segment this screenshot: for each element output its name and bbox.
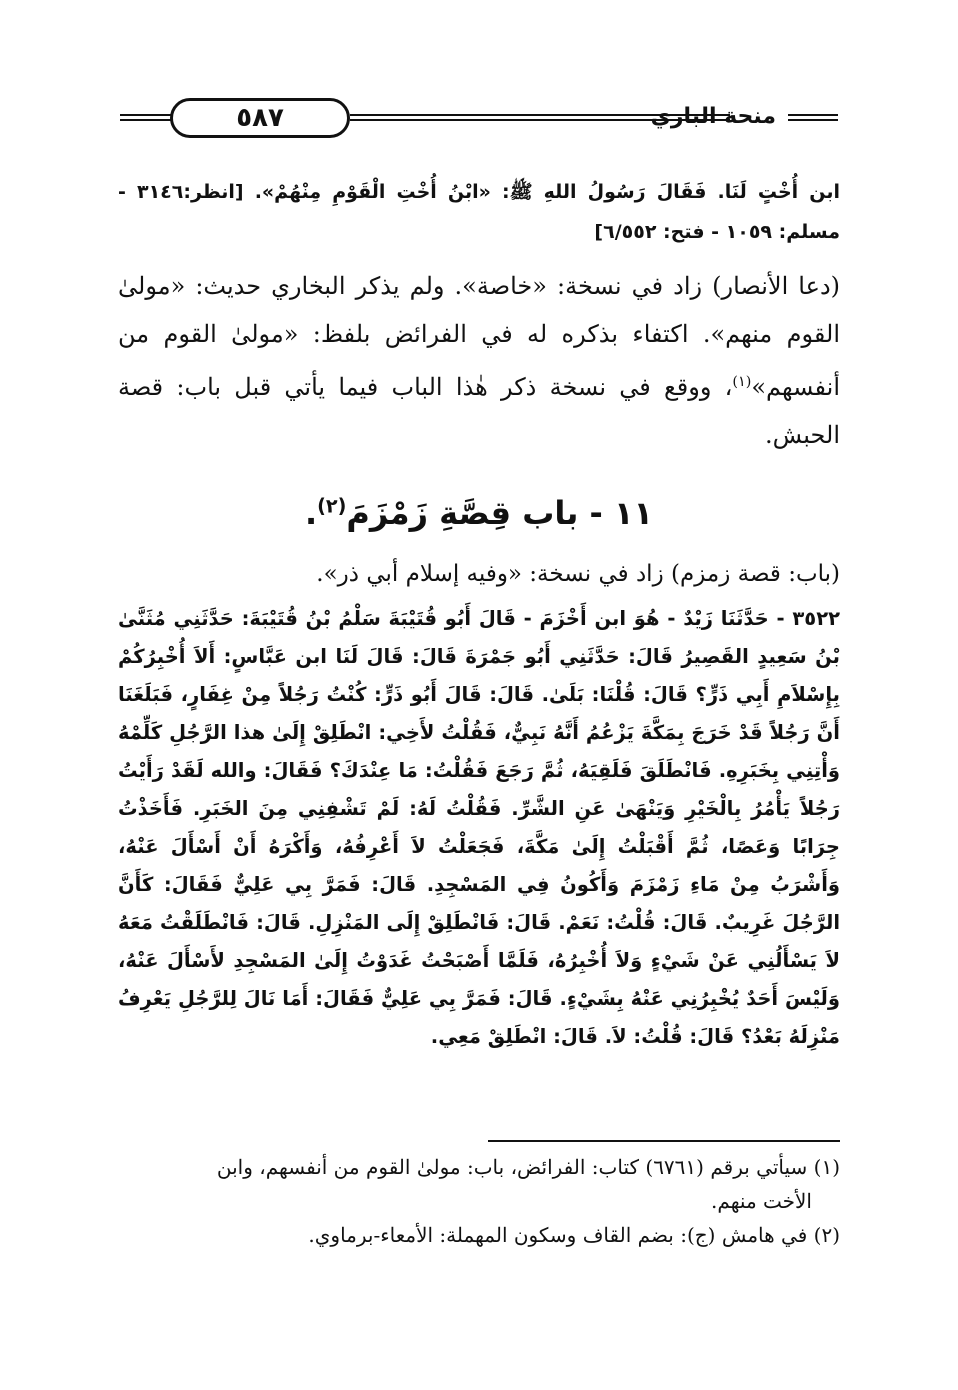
footnotes [118,1150,840,1252]
footnote-1-continuation: الأخت منهم. [711,1189,812,1213]
section-title-period: . [304,494,318,532]
commentary-paragraph [118,262,840,459]
commentary-text-b: ، ووقع في نسخة ذكر هٰذا الباب فيما يأتي قبل باب: قصة الحبش. [118,373,840,449]
commentary-text-a: (دعا الأنصار) زاد في نسخة: «خاصة». ولم يذكر البخاري حديث: «مولىٰ القوم منهم». اكتفاء بذكره له في الفرائض بلفظ: «مولىٰ القوم من أنفسهم» [118,272,840,401]
footnote-separator [488,1140,840,1142]
running-header [120,94,838,142]
footnote-1: (١) سيأتي برقم (٦٧٦١) كتاب: الفرائض، باب: مولىٰ القوم من أنفسهم، وابن [216,1155,840,1179]
hadith-3522-paragraph: ٣٥٢٢ - حَدَّثَنَا زَيْدٌ - هُوَ ابن أَخْزَمَ - قَالَ أَبُو قُتَيْبَةَ سَلْمُ بْنُ قُتَيْبَةَ: حَدَّثَنِي مُثَنَّىٰ بْنُ سَعِيدٍ القَصِيرُ قَالَ: حَدَّثَنِي أَبُو جَمْرَةَ قَالَ: قَالَ لَنَا ابن عَبَّاسٍ: أَلاَ أُخْبِرُكُمْ بِإِسْلاَمِ أَبِي ذَرٍّ؟ قَالَ: قُلْنَا: بَلَىٰ. قَالَ: قَالَ أَبُو ذَرٍّ: كُنْتُ رَجُلاً مِنْ غِفَارٍ، فَبَلَغَنَا أَنَّ رَجُلاً قَدْ خَرَجَ بِمَكَّةَ يَزْعُمُ أَنَّهُ نَبِيٌّ، فَقُلْتُ لأَخِي: انْطَلِقْ إِلَىٰ هذا الرَّجُلِ كَلِّمْهُ وَأْتِنِي بِخَبَرِهِ. فَانْطَلَقَ فَلَقِيَهُ، ثُمَّ رَجَعَ فَقُلْتُ: مَا عِنْدَكَ؟ فَقَالَ: والله لَقَدْ رَأَيْتُ رَجُلاً يَأْمُرُ بِالْخَيْرِ وَيَنْهَىٰ عَنِ الشَّرِّ. فَقُلْتُ لَهُ: لَمْ تَشْفِنِي مِنَ الخَبَرِ. فَأَخَذْتُ جِرَابًا وَعَصًا، ثُمَّ أَقْبَلْتُ إِلَىٰ مَكَّةَ، فَجَعَلْتُ لاَ أَعْرِفُهُ، وَأَكْرَهُ أَنْ أَسْأَلَ عَنْهُ، وَأَشْرَبُ مِنْ مَاءِ زَمْزَمَ وَأَكُونُ فِي المَسْجِدِ. قَالَ: فَمَرَّ بِي عَلِيٌّ فَقَالَ: كَأَنَّ الرَّجُلَ غَرِيبٌ. قَالَ: قُلْتُ: نَعَمْ. قَالَ: فَانْطَلِقْ إِلَى المَنْزِلِ. قَالَ: فَانْطَلَقْتُ مَعَهُ لاَ يَسْأَلُنِي عَنْ شَيْءٍ وَلاَ أُخْبِرُهُ، فَلَمَّا أَصْبَحْتُ غَدَوْتُ إِلَىٰ المَسْجِدِ لأَسْأَلَ عَنْهُ، وَلَيْسَ أَحَدٌ يُخْبِرُنِي عَنْهُ بِشَيْءٍ. قَالَ: فَمَرَّ بِي عَلِيٌّ فَقَالَ: أَمَا نَالَ لِلرَّجُلِ يَعْرِفُ مَنْزِلَهُ بَعْدُ؟ قَالَ: قُلْتُ: لاَ. قَالَ: انْطَلِقْ مَعِي. [118,607,840,1048]
chapter-note-paragraph: (باب: قصة زمزم) زاد في نسخة: «وفيه إسلام أبي ذر». [316,561,840,587]
header-rule-right [788,114,838,121]
section-title-text: ١١ - باب قِصَّةِ زَمْزَمَ [346,494,653,532]
footnote-ref-1[interactable]: (١) [732,374,752,390]
hadith-ending-paragraph: ابن أُخْتٍ لَنَا. فَقَالَ رَسُولُ اللهِ ﷺ: «ابْنُ أُخْتِ الْقَوْمِ مِنْهُمْ». [انظر:٣١٤٦ - مسلم: ١٠٥٩ - فتح: ٦/٥٥٢] [118,181,840,243]
footnote-ref-2[interactable]: (٢) [317,494,347,518]
footnote-2: (٢) في هامش (ج): بضم القاف وسكون المهملة: الأمعاء-برماوي. [308,1223,840,1247]
page-number: ٥٨٧ [236,103,284,133]
book-title: منحة الباري [650,104,776,129]
section-title [118,494,840,532]
page-number-oval [170,98,350,138]
header-rule-left [120,114,172,121]
